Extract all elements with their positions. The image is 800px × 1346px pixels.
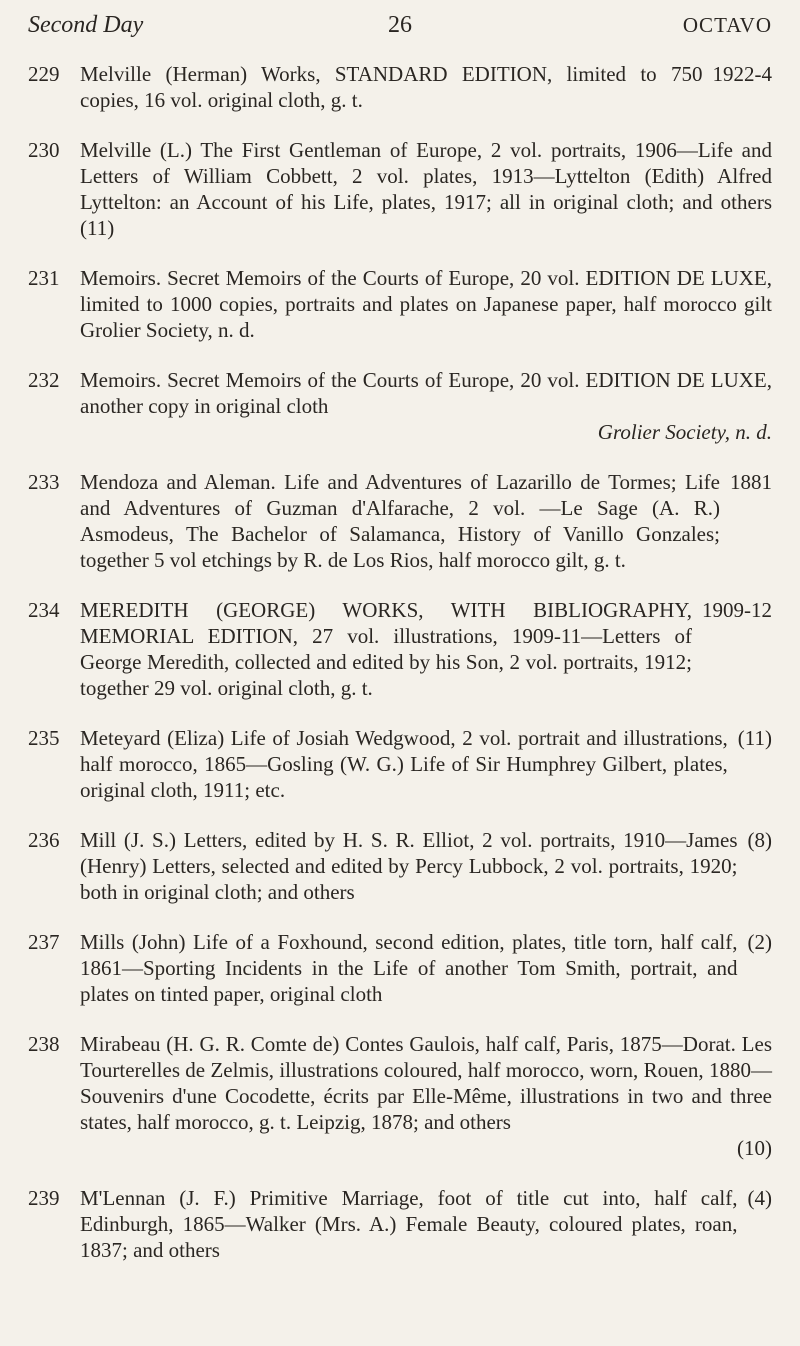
page-number: 26 [388,12,412,38]
lot-tail: (11) [737,726,772,750]
lot-number: 235 [28,726,60,750]
lot-description [80,725,772,803]
lot-tail: 1909-12 [702,598,772,622]
lot-text: Memoirs. Secret Memoirs of the Courts of Europe, 20 vol. EDITION DE LUXE, another copy in original cloth [80,368,772,418]
lot-entry [28,597,772,701]
lot-description [80,367,772,445]
lot-number: 232 [28,368,60,392]
lot-text: Mendoza and Aleman. Life and Adventures of Lazarillo de Tormes; Life and Adventures of Guzman d'Alfarache, 2 vol. —Le Sage (A. R.) Asmodeus, The Bachelor of Salamanca, History of Vanillo Gonzales; together 5 vol etchings by R. de Los Rios, half morocco gilt, g. t. [80,470,720,572]
lot-text: Melville (Herman) Works, STANDARD EDITION, limited to 750 copies, 16 vol. original cloth, g. t. [80,62,703,112]
lot-description [80,827,772,905]
lot-description [80,1185,772,1263]
header-right: OCTAVO [682,13,772,37]
lot-number: 231 [28,266,60,290]
lot-description [80,265,772,343]
lot-text: Mills (John) Life of a Foxhound, second edition, plates, title torn, half calf, 1861—Sporting Incidents in the Life of another Tom Smith, portrait, and plates on tinted paper, original cloth [80,930,738,1006]
lot-tail: 1881 [730,470,772,494]
lot-entry [28,1185,772,1263]
lot-number: 237 [28,930,60,954]
lot-text: Meteyard (Eliza) Life of Josiah Wedgwood, 2 vol. portrait and illustrations, half morocco, 1865—Gosling (W. G.) Life of Sir Humphrey Gilbert, plates, original cloth, 1911; etc. [80,726,728,802]
lot-number: 230 [28,138,60,162]
lot-entry [28,827,772,905]
lot-entry [28,929,772,1007]
lot-entry [28,265,772,343]
lot-number: 234 [28,598,60,622]
page-header [28,12,772,39]
lot-tail: (10) [737,1136,772,1160]
header-left: Second Day [28,12,144,38]
lot-description [80,1031,772,1161]
lot-entry [28,137,772,241]
lot-number: 236 [28,828,60,852]
lot-description [80,929,772,1007]
lot-entry [28,367,772,445]
lot-text: MEREDITH (GEORGE) WORKS, WITH BIBLIOGRAPHY, MEMORIAL EDITION, 27 vol. illustrations, 1909-11—Letters of George Meredith, collected and edited by his Son, 2 vol. portraits, 1912; together 29 vol. original cloth, g. t. [80,598,692,700]
lot-number: 239 [28,1186,60,1210]
lot-tail: (4) [747,1186,772,1210]
lot-list [28,61,772,1287]
lot-entry [28,725,772,803]
lot-tail: Grolier Society, n. d. [597,420,772,444]
lot-text: Melville (L.) The First Gentleman of Europe, 2 vol. portraits, 1906—Life and Letters of William Cobbett, 2 vol. plates, 1913—Lyttelton (Edith) Alfred Lyttelton: an Account of his Life, plates, 1917; all in original cloth; and others (11) [80,138,772,240]
lot-description [80,61,772,113]
lot-number: 229 [28,62,60,86]
lot-tail: (2) [747,930,772,954]
lot-tail: (8) [747,828,772,852]
lot-number: 233 [28,470,60,494]
lot-text: M'Lennan (J. F.) Primitive Marriage, foot of title cut into, half calf, Edinburgh, 1865—Walker (Mrs. A.) Female Beauty, coloured plates, roan, 1837; and others [80,1186,738,1262]
lot-number: 238 [28,1032,60,1056]
lot-description [80,597,772,701]
lot-entry [28,469,772,573]
lot-text: Mill (J. S.) Letters, edited by H. S. R. Elliot, 2 vol. portraits, 1910—James (Henry) Letters, selected and edited by Percy Lubbock, 2 vol. portraits, 1920; both in original cloth; and others [80,828,738,904]
lot-tail: 1922-4 [712,62,772,86]
lot-description [80,469,772,573]
lot-text: Memoirs. Secret Memoirs of the Courts of Europe, 20 vol. EDITION DE LUXE, limited to 1000 copies, portraits and plates on Japanese paper, half morocco gilt Grolier Society, n. d. [80,266,772,342]
lot-text: Mirabeau (H. G. R. Comte de) Contes Gaulois, half calf, Paris, 1875—Dorat. Les Tourterelles de Zelmis, illustrations coloured, half morocco, worn, Rouen, 1880—Souvenirs d'une Cocodette, écrits par Elle-Même, illustrations in two and three states, half morocco, g. t. Leipzig, 1878; and others [80,1032,772,1134]
lot-description [80,137,772,241]
lot-entry [28,61,772,113]
lot-entry [28,1031,772,1161]
